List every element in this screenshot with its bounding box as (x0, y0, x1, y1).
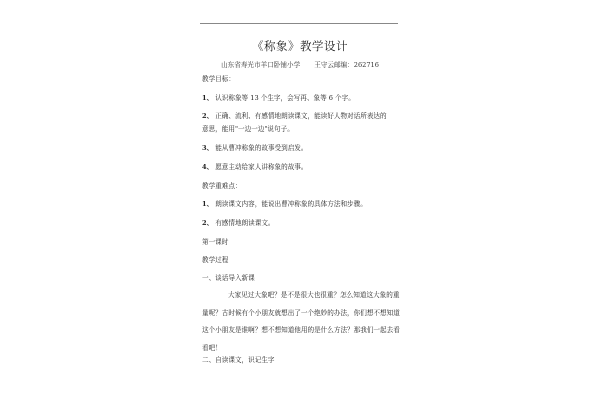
process-label: 教学过程 (202, 256, 229, 264)
intro-paragraph: 大家见过大象吧？是不是很大也很重？怎么知道这大象的重量呢？古时候有个小朋友就想出了一个绝妙的办法，你们想不想知道这个小朋友是谁啊？想不想知道他用的是什么方法？那我们一起去看看吧！ (202, 291, 400, 352)
key-points-heading: 教学重难点： (202, 182, 242, 190)
key-point-number: 1、 (202, 200, 214, 208)
document-title: 《称象》教学设计 (252, 39, 348, 53)
author-name: 王守云邮编：262716 (314, 61, 379, 69)
objective-number: 3、 (202, 144, 214, 152)
objective-text: 能从曹冲称象的故事受到启发。 (215, 144, 308, 152)
objective-item-continued (202, 125, 294, 133)
objective-item (202, 94, 355, 102)
lesson-label: 第一课时 (202, 238, 229, 246)
section-heading: 二、自读课文，识记生字 (202, 356, 275, 364)
objective-number: 4、 (202, 163, 214, 171)
header-rule (200, 23, 398, 24)
objectives-heading: 教学目标： (202, 75, 235, 83)
objective-text: 愿意主动给家人讲称象的故事。 (215, 163, 308, 171)
objective-number: 1、 (202, 94, 214, 102)
objective-item (202, 163, 308, 171)
objective-item (202, 144, 308, 152)
key-point-number: 2、 (202, 219, 214, 227)
author-school: 山东省寿光市羊口卧铺小学 (221, 61, 301, 69)
key-point-item (202, 219, 275, 227)
key-point-item (202, 200, 367, 208)
section-heading: 一、谈话导入新课 (202, 274, 255, 282)
key-point-text: 朗读课文内容，能说出曹冲称象的具体方法和步骤。 (215, 200, 367, 208)
objective-item (202, 112, 387, 120)
objective-text: 意思，能用"一边一边"说句子。 (202, 125, 294, 133)
author-line (0, 59, 600, 69)
objective-text: 认识称象等 13 个生字，会写再、象等 6 个字。 (215, 94, 355, 102)
objective-number: 2、 (202, 112, 214, 120)
objective-text: 正确、流利、有感情地朗读课文，能读好人物对话所表达的 (215, 112, 387, 120)
key-point-text: 有感情地朗读课文。 (215, 219, 275, 227)
